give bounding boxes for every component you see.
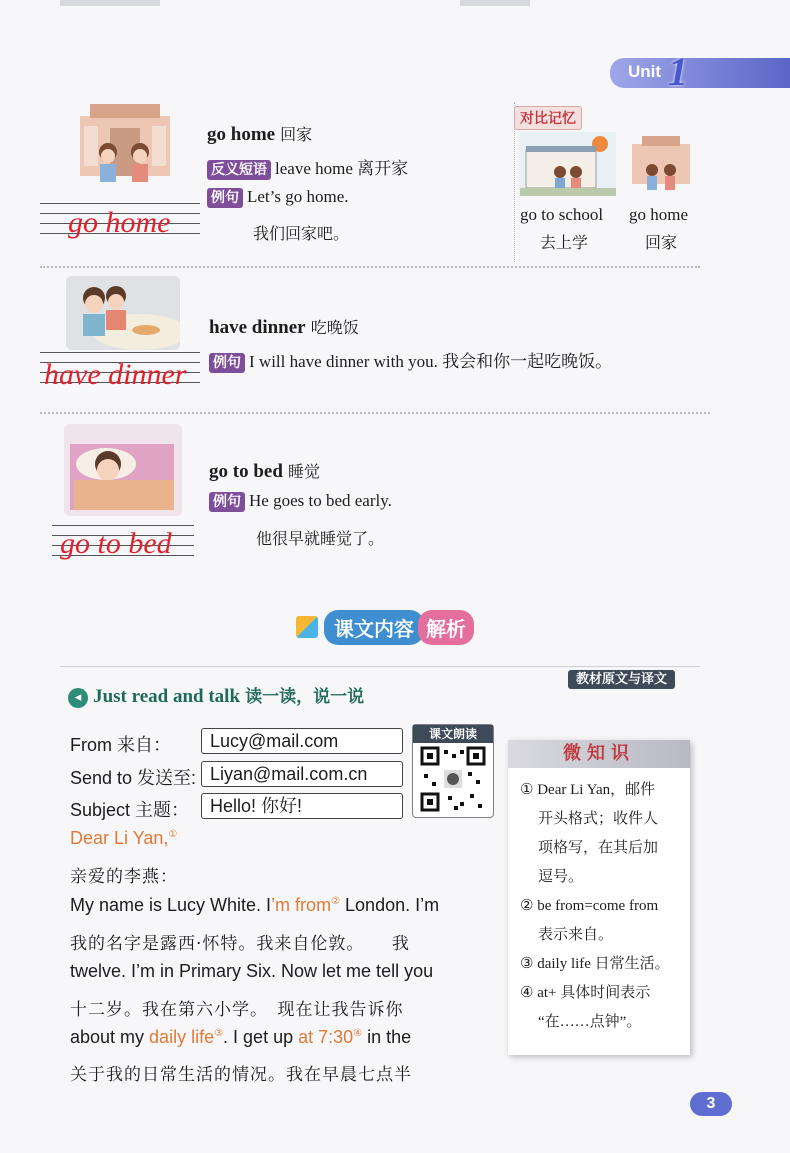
antonym-text: leave home 离开家 <box>275 159 409 178</box>
abc-blocks-icon <box>296 616 318 638</box>
example-tag: 例句 <box>209 353 245 373</box>
handwriting-go-to-bed: go to bed <box>60 527 172 560</box>
greeting-en: Dear Li Yan,① <box>70 828 178 848</box>
section-title-accent: 解析 <box>418 610 474 645</box>
compare-en-2: go home <box>629 205 689 224</box>
subject-field: Hello! 你好! <box>201 793 403 819</box>
notes-box <box>508 740 690 1055</box>
meaning: 回家 <box>280 125 313 144</box>
note-line: 表示来自。 <box>538 927 614 943</box>
unit-label: Unit <box>628 62 662 81</box>
example-row <box>209 491 392 512</box>
note-line: ② be from=come from <box>520 898 659 914</box>
example-en: Let’s go home. <box>247 187 349 206</box>
compare-cn-1: 去上学 <box>540 233 589 252</box>
entry-go-home <box>207 122 312 146</box>
subject-label: Subject 主题： <box>70 800 190 820</box>
go-to-school-illustration <box>520 132 616 196</box>
example-en: He goes to bed early. <box>249 491 392 510</box>
note-line: 逗号。 <box>538 869 584 885</box>
greeting-cn: 亲爱的李燕： <box>70 867 178 887</box>
note-line: “在……点钟”。 <box>538 1014 642 1030</box>
example-row <box>207 187 349 208</box>
note-line: ① Dear Li Yan，邮件 <box>520 782 656 798</box>
go-home-illustration <box>70 98 180 190</box>
separator <box>40 412 710 414</box>
example-en: I will have dinner with you. 我会和你一起吃晚饭。 <box>249 352 613 371</box>
from-field: Lucy@mail.com <box>201 728 403 754</box>
compare-en-1: go to school <box>520 205 604 224</box>
line1-cn: 我的名字是露西·怀特。我来自伦敦。 我 <box>70 934 410 954</box>
section-heading <box>296 610 474 644</box>
example-cn: 我们回家吧。 <box>253 224 350 243</box>
go-to-bed-illustration <box>64 424 182 516</box>
send-to-label: Send to 发送至: <box>70 768 197 788</box>
line1-en: My name is Lucy White. I’m from② London. I’m <box>70 895 440 915</box>
meaning: 睡觉 <box>288 462 321 481</box>
line2-cn: 十二岁。我在第六小学。 现在让我告诉你 <box>70 1000 404 1020</box>
line3-cn: 关于我的日常生活的情况。我在早晨七点半 <box>70 1065 412 1085</box>
note-line: ④ at+ 具体时间表示 <box>520 985 651 1001</box>
handwriting-go-home: go home <box>68 206 171 239</box>
reading-heading <box>68 682 364 708</box>
compare-cn-2: 回家 <box>645 233 678 252</box>
speaker-icon: ◂ <box>68 688 88 708</box>
entry-have-dinner <box>209 315 359 339</box>
antonym-row <box>207 154 408 180</box>
have-dinner-illustration <box>66 276 180 350</box>
unit-number: 1 <box>668 49 688 94</box>
phrase: go to bed <box>209 461 283 482</box>
example-row <box>209 347 612 373</box>
go-home-small-illustration <box>628 134 694 196</box>
top-edge <box>60 0 160 6</box>
handwriting-have-dinner: have dinner <box>44 358 187 391</box>
antonym-tag: 反义短语 <box>207 160 271 180</box>
top-edge <box>460 0 530 6</box>
note-line: ③ daily life 日常生活。 <box>520 956 670 972</box>
line2-en: twelve. I’m in Primary Six. Now let me tell you <box>70 961 434 981</box>
meaning: 吃晚饭 <box>310 318 359 337</box>
note-line: 项格写，在其后加 <box>538 840 659 856</box>
reading-heading-en: Just read and talk <box>93 686 241 707</box>
note-line: 开头格式；收件人 <box>538 811 659 827</box>
qr-label: 课文朗读 <box>413 725 493 743</box>
compare-label: 对比记忆 <box>514 106 582 130</box>
example-tag: 例句 <box>207 188 243 208</box>
separator <box>40 266 700 268</box>
line3-en: about my daily life③. I get up at 7:30④ in the <box>70 1027 412 1047</box>
notes-title: 微知识 <box>508 740 690 768</box>
reading-heading-cn: 读一读，说一说 <box>245 687 365 707</box>
example-tag: 例句 <box>209 492 245 512</box>
phrase: go home <box>207 124 276 145</box>
page-number: 3 <box>690 1092 732 1116</box>
qr-code-icon <box>420 746 486 812</box>
send-to-field: Liyan@mail.com.cn <box>201 761 403 787</box>
original-text-badge: 教材原文与译文 <box>568 668 675 687</box>
entry-go-to-bed <box>209 459 320 483</box>
phrase: have dinner <box>209 317 306 338</box>
section-title: 课文内容 <box>324 610 424 645</box>
qr-card[interactable] <box>412 724 494 818</box>
from-label: From 来自： <box>70 735 171 755</box>
example-cn: 他很早就睡觉了。 <box>256 529 385 548</box>
divider <box>60 666 700 667</box>
